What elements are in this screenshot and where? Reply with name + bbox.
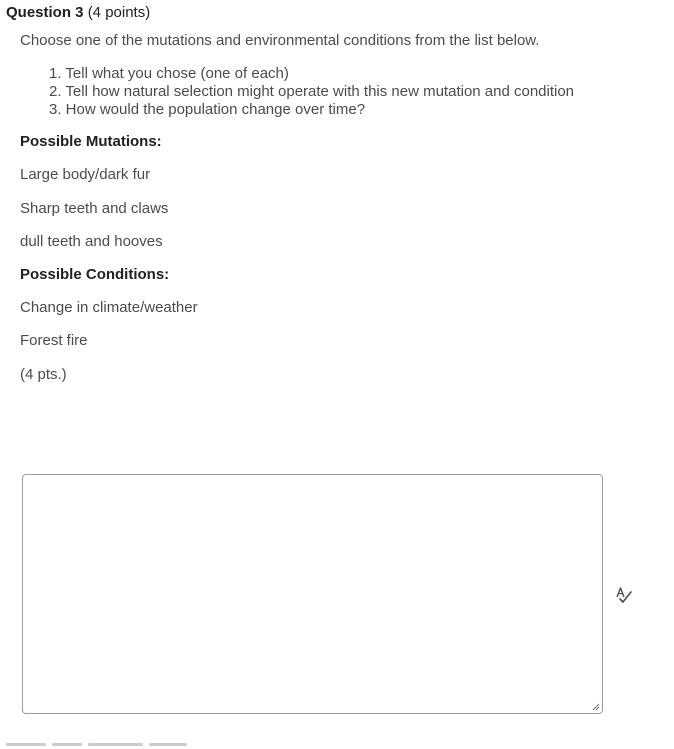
resize-grip-icon[interactable] xyxy=(592,703,600,711)
condition-option: Forest fire xyxy=(20,332,88,349)
mutation-option: dull teeth and hooves xyxy=(20,233,163,250)
prompt-intro: Choose one of the mutations and environmental conditions from the list below. xyxy=(20,32,540,49)
instruction-list xyxy=(49,65,574,119)
condition-option: Change in climate/weather xyxy=(20,299,198,316)
conditions-heading: Possible Conditions: xyxy=(20,266,170,283)
mutation-option: Large body/dark fur xyxy=(20,166,151,183)
spellcheck-icon[interactable] xyxy=(616,586,632,604)
instruction-item: 2. Tell how natural selection might operate with this new mutation and condition xyxy=(49,83,575,100)
instruction-item: 1. Tell what you chose (one of each) xyxy=(49,65,289,82)
next-question-peek xyxy=(6,743,246,749)
mutations-heading: Possible Mutations: xyxy=(20,133,162,150)
mutation-option: Sharp teeth and claws xyxy=(20,200,169,217)
points-note: (4 pts.) xyxy=(20,366,67,383)
question-points: (4 points) xyxy=(87,4,151,21)
answer-textarea[interactable] xyxy=(22,474,603,714)
question-header xyxy=(6,4,150,21)
question-title: Question 3 xyxy=(6,4,84,21)
instruction-item: 3. How would the population change over time? xyxy=(49,101,366,118)
